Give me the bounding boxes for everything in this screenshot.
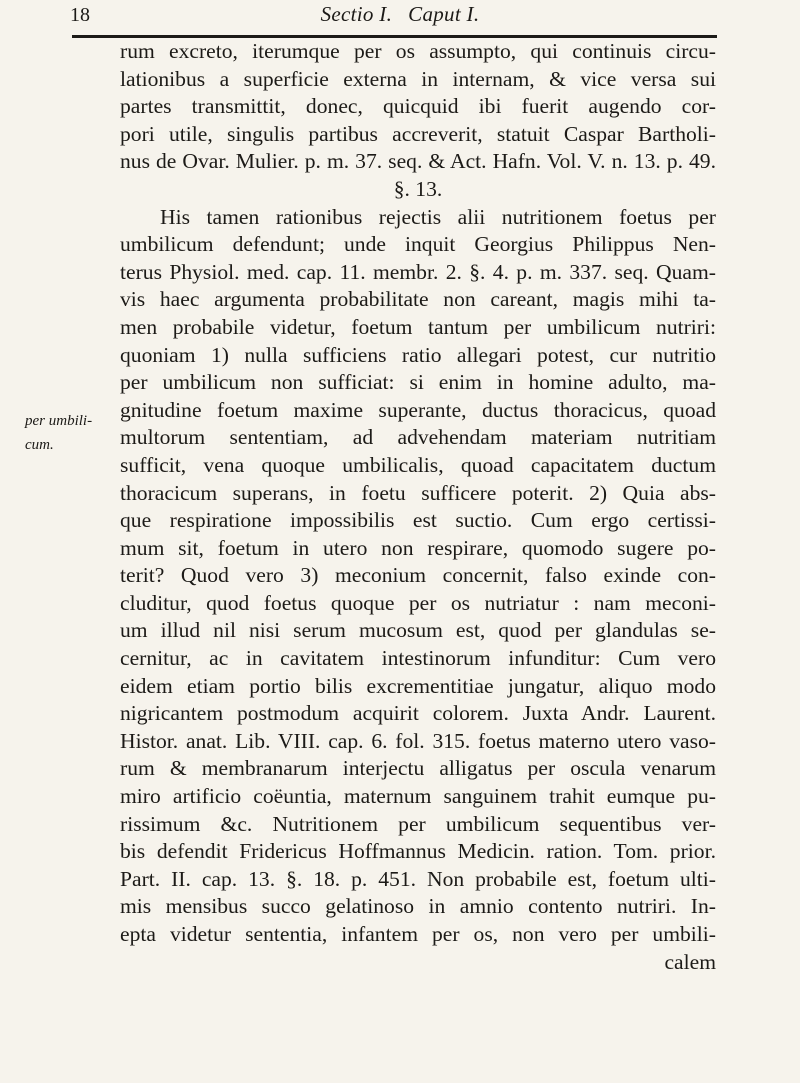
running-head (0, 2, 800, 27)
text-line: cernitur, ac in cavitatem intestinorum infunditur: Cum vero (120, 646, 716, 671)
text-line: bis defendit Fridericus Hoffmannus Medicin. ration. Tom. prior. (120, 839, 716, 864)
text-line: nus de Ovar. Mulier. p. m. 37. seq. & Act. Hafn. Vol. V. n. 13. p. 49. (120, 149, 716, 174)
text-line: pori utile, singulis partibus accreverit, statuit Caspar Bartholi- (120, 121, 716, 146)
text-line: thoracicum superans, in foetu sufficere poterit. 2) Quia abs- (120, 480, 716, 505)
page-number: 18 (70, 4, 90, 26)
margin-note (25, 409, 92, 457)
section-title: Sectio I. (320, 2, 393, 26)
text-line: um illud nil nisi serum mucosum est, quod per glandulas se- (120, 618, 716, 643)
text-line: lationibus a superficie externa in internam, & vice versa sui (120, 66, 716, 91)
text-line: que respiratione impossibilis est suctio. Cum ergo certissi- (120, 508, 716, 533)
catchword: calem (664, 949, 716, 974)
text-line: gnitudine foetum maxime superante, ductus thoracicus, quoad (120, 397, 716, 422)
text-line: cluditur, quod foetus quoque per os nutriatur : nam meconi- (120, 590, 716, 615)
text-line: mis mensibus succo gelatinoso in amnio contento nutriri. In- (120, 894, 716, 919)
text-line: Part. II. cap. 13. §. 18. p. 451. Non probabile est, foetum ulti- (120, 866, 716, 891)
text-line: epta videtur sententia, infantem per os, non vero per umbili- (120, 922, 716, 946)
paragraph-number: §. 13. (393, 176, 443, 201)
text-line: vis haec argumenta probabilitate non careant, magis mihi ta- (120, 287, 716, 312)
text-line: His tamen rationibus rejectis alii nutritionem foetus per (160, 204, 716, 229)
text-line: sufficit, vena quoque umbilicalis, quoad capacitatem ductum (120, 452, 716, 477)
margin-note-line: cum. (25, 437, 54, 453)
body-text (120, 38, 716, 976)
text-line: eidem etiam portio bilis excrementitiae jungatur, aliquo modo (120, 673, 716, 698)
text-line: rum excreto, iterumque per os assumpto, qui continuis circu- (120, 39, 716, 63)
text-line: umbilicum defendunt; unde inquit Georgius Philippus Nen- (120, 232, 716, 257)
text-line: rissimum &c. Nutritionem per umbilicum sequentibus ver- (120, 811, 716, 836)
text-line: nigricantem postmodum acquirit colorem. Juxta Andr. Laurent. (120, 701, 716, 726)
margin-note-line: per umbili- (25, 413, 93, 429)
text-line: terus Physiol. med. cap. 11. membr. 2. §. 4. p. m. 337. seq. Quam- (120, 259, 716, 284)
text-line: partes transmittit, donec, quicquid ibi fuerit augendo cor- (120, 94, 716, 119)
text-line: miro artificio coëuntia, maternum sanguinem trahit eumque pu- (120, 784, 716, 809)
text-line: mum sit, foetum in utero non respirare, quomodo sugere po- (120, 535, 716, 560)
text-line: quoniam 1) nulla sufficiens ratio allegari potest, cur nutritio (120, 342, 716, 367)
text-line: terit? Quod vero 3) meconium concernit, falso exinde con- (120, 563, 716, 588)
text-line: rum & membranarum interjectu alligatus per oscula venarum (120, 756, 716, 781)
chapter-title: Caput I. (408, 2, 480, 26)
text-line: multorum sententiam, ad advehendam materiam nutritiam (120, 425, 716, 450)
text-line: per umbilicum non sufficiat: si enim in homine adulto, ma- (120, 370, 716, 395)
text-line: Histor. anat. Lib. VIII. cap. 6. fol. 315. foetus materno utero vaso- (120, 728, 716, 753)
text-line: men probabile videtur, foetum tantum per umbilicum nutriri: (120, 314, 716, 339)
